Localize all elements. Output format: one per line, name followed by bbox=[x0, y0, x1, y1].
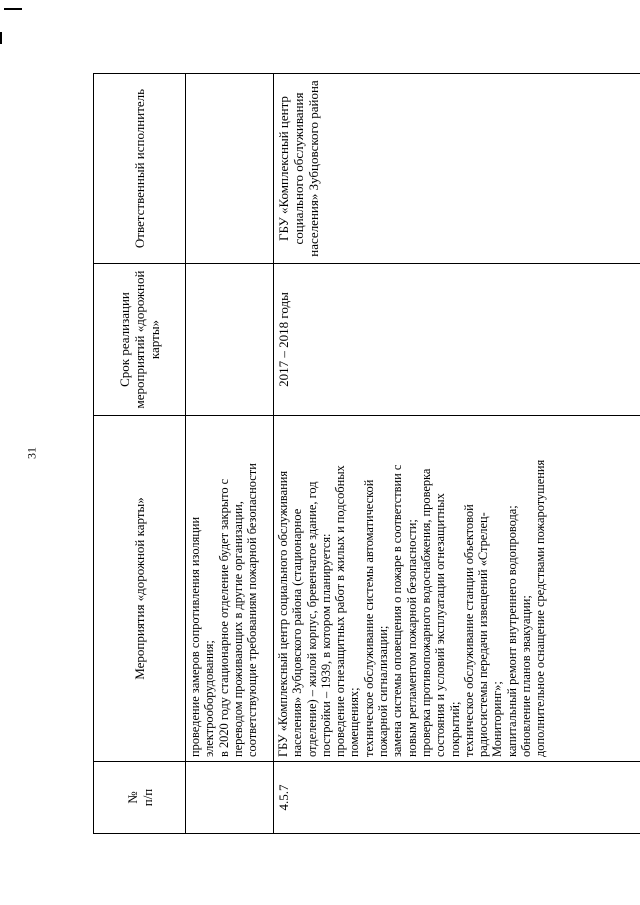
table-row bbox=[274, 74, 640, 834]
header-number: № п/п bbox=[94, 762, 186, 834]
page-number: 31 bbox=[24, 447, 39, 459]
activity-line: проведение огнезащитных работ в жилых и подсобных bbox=[333, 465, 348, 757]
activity-line: соответствующие требованиям пожарной безопасности bbox=[245, 463, 260, 757]
scan-mark bbox=[0, 32, 2, 44]
header-responsible: Ответственный исполнитель bbox=[94, 74, 186, 264]
scan-mark bbox=[4, 8, 22, 10]
activity-line: переводом проживающих в другие организации, bbox=[230, 501, 245, 757]
activity-line: в 2020 году стационарное отделение будет закрыто с bbox=[216, 478, 231, 757]
row-activities bbox=[186, 416, 274, 762]
activity-line: ГБУ «Комплексный центр социального обслуживания bbox=[276, 470, 290, 757]
activity-line: пожарной сигнализации; bbox=[376, 625, 391, 757]
activity-line: электрооборудования; bbox=[202, 640, 217, 757]
activity-line: Мониторинг»; bbox=[490, 681, 505, 757]
row-number bbox=[186, 762, 274, 834]
activity-line: постройки – 1939, в котором планируется: bbox=[318, 533, 333, 757]
row-term bbox=[186, 264, 274, 416]
activity-line: замена системы оповещения о пожаре в соответствии с bbox=[390, 464, 405, 757]
activity-line: населения» Зубцовского района (стационарное bbox=[290, 508, 305, 757]
row-number: 4.5.7 bbox=[274, 762, 640, 834]
activity-line: новым регламентом пожарной безопасности; bbox=[404, 519, 419, 757]
activity-line: проведение замеров сопротивления изоляции bbox=[188, 516, 202, 757]
table-header-row bbox=[94, 74, 186, 834]
activity-line: техническое обслуживание системы автоматической bbox=[361, 479, 376, 757]
activity-line: проверка противопожарного водоснабжения, проверка bbox=[418, 468, 433, 757]
row-term: 2017 – 2018 годы bbox=[274, 264, 640, 416]
table-row bbox=[186, 74, 274, 834]
activity-line: техническое обслуживание станции объектовой bbox=[461, 504, 476, 757]
activity-line: обновление планов эвакуации; bbox=[519, 595, 534, 757]
row-activities bbox=[274, 416, 640, 762]
row-responsible bbox=[186, 74, 274, 264]
activity-line: радиосистемы передачи извещений «Стрелец- bbox=[476, 512, 491, 757]
rotated-table-container bbox=[93, 74, 640, 834]
activity-line: помещениях; bbox=[347, 687, 362, 757]
activity-line: дополнительное оснащение средствами пожаротушения bbox=[533, 459, 548, 757]
activity-line: отделение) – жилой корпус, бревенчатое здание, год bbox=[304, 481, 319, 757]
header-activities: Мероприятия «дорожной карты» bbox=[94, 416, 186, 762]
roadmap-table bbox=[93, 73, 640, 834]
activity-line: состояния и условий эксплуатации огнезащитных bbox=[433, 493, 448, 757]
activity-line: покрытий; bbox=[447, 701, 462, 757]
header-term: Срок реализации мероприятий «дорожной карты» bbox=[94, 264, 186, 416]
row-responsible: ГБУ «Комплексный центр социального обслуживания населения» Зубцовского района bbox=[274, 74, 640, 264]
activity-line: капитальный ремонт внутреннего водопровода; bbox=[504, 505, 519, 757]
